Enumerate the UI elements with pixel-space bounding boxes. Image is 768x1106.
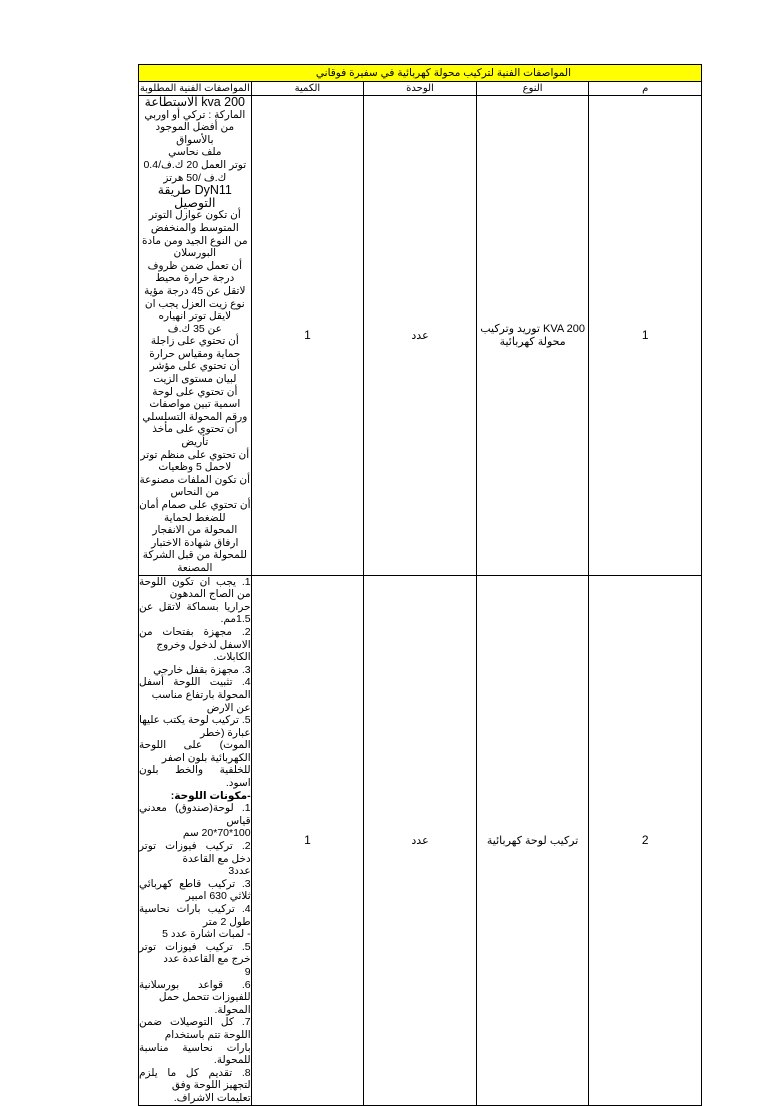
spec-line: عن 35 ك.ف — [167, 322, 222, 335]
row-spec — [139, 575, 252, 1105]
spec-line: توتر العمل 20 ك.ف/0.4 ك.ف /50 هرتز — [143, 158, 247, 184]
spec-line: الماركة : تركي أو اوربي من أفضل الموجود — [144, 108, 246, 134]
spec-line: kva 200 الاستطاعة — [144, 95, 245, 109]
spec-line: المصنعة — [177, 561, 213, 574]
table-row — [139, 575, 702, 1105]
spec-line: 1. يجب ان تكون اللوحة من الصاج المدهون — [139, 575, 251, 601]
spec-line: 8. تقديم كل ما يلزم لتجهيز اللوحة وفق — [139, 1066, 251, 1092]
spec-line: الكابلات. — [213, 651, 251, 664]
row-num: 2 — [589, 575, 702, 1105]
row-qty: 1 — [251, 96, 364, 576]
spec-line: نوع زيت العزل يجب ان لايقل توتر انهياره — [144, 297, 245, 323]
row-unit: عدد — [364, 96, 477, 576]
row-type: KVA 200 توريد وتركيب محولة كهربائية — [476, 96, 589, 576]
spec-line: 2. مجهزة بفتحات من الاسفل لدخول وخروج — [139, 625, 251, 651]
spec-line: لاتقل عن 45 درجة مؤية — [144, 284, 246, 297]
header-spec: المواصفات الفنية المطلوبة — [139, 83, 250, 94]
spec-line: المحولة من الانفجار — [152, 524, 238, 537]
spec-line: 9 — [244, 965, 251, 978]
spec-line: عن الارض — [206, 701, 251, 714]
row-num: 1 — [589, 96, 702, 576]
spec-table — [138, 64, 702, 1106]
spec-line: أن تكون الملفات مصنوعة من النحاس — [139, 473, 251, 499]
table-title-row — [139, 65, 702, 82]
spec-line: أن تحتوي على مأخذ تأريض — [152, 423, 238, 449]
header-qty: الكمية — [251, 82, 364, 96]
spec-line: ملف نحاسي — [168, 146, 222, 159]
spec-line: الموت) على اللوحة الكهربائية بلون اصفر — [139, 739, 251, 764]
spec-line: 3. تركيب قاطع كهربائي ثلاثي 630 امبير — [139, 877, 251, 903]
spec-line: بارات نحاسية مناسبة للمحولة. — [139, 1041, 251, 1067]
spec-line: أن تحتوي على مؤشر لبيان مستوى الزيت — [149, 360, 240, 386]
spec-line: عدد3 — [228, 865, 251, 878]
table-row — [139, 96, 702, 576]
spec-line: 7. كل التوصيلات ضمن اللوحة تتم باستخدام — [139, 1016, 251, 1041]
header-row — [139, 82, 702, 96]
header-unit: الوحدة — [364, 82, 477, 96]
spec-line: تعليمات الاشراف. — [173, 1091, 251, 1104]
spec-line: حراريا بسماكة لاتقل عن 1.5مم. — [139, 600, 251, 626]
spec-line: أن تحتوي على صمام أمان للضغط لحماية — [139, 499, 251, 524]
spec-line: 3. مجهزة بقفل خارجي — [153, 663, 251, 676]
spec-line: أن تعمل ضمن ظروف درجة حرارة محيط — [147, 259, 243, 285]
spec-line: 5. تركيب لوحة يكتب عليها عبارة (خطر — [139, 714, 251, 739]
spec-line: 1. لوحة(صندوق) معدني قياس — [139, 802, 251, 827]
spec-line: أن تحتوي على منظم توتر لاحمل 5 وظعيات — [140, 448, 250, 474]
spec-line: بالأسواق — [176, 133, 214, 146]
row-spec — [139, 96, 252, 576]
spec-line: أن تكون عوازل التوتر المتوسط والمنخفض — [148, 209, 241, 234]
spec-line: المحولة. — [214, 1003, 251, 1016]
row-unit: عدد — [364, 575, 477, 1105]
spec-line: 5. تركيب فيوزات توتر خرج مع القاعدة عدد — [139, 940, 251, 966]
spec-line: 4. تركيب بارات نحاسية طول 2 متر — [139, 903, 251, 928]
spec-subheading: -مكونات اللوحة: — [170, 789, 251, 802]
spec-line: ارفاق شهادة الاختبار للمحولة من قبل الشركة — [142, 536, 247, 562]
row-type: تركيب لوحة كهربائية — [476, 575, 589, 1105]
spec-line: أن تحتوي على زاجلة حماية ومقياس حرارة — [149, 335, 241, 360]
spec-line: من النوع الجيد ومن مادة البورسلان — [142, 234, 248, 260]
spec-line: ورقم المحولة التسلسلي — [142, 410, 248, 423]
spec-line: 4. تثبيت اللوحة أسفل المحولة بارتفاع مناسب — [139, 676, 251, 701]
table-title: المواصفات الفنية لتركيب محولة كهربائية في سفيرة فوقاني — [139, 65, 702, 82]
spec-line: 100*70*20 سم — [182, 827, 251, 840]
spec-line: DyN11 طريقة التوصيل — [157, 183, 232, 210]
header-num: م — [589, 82, 702, 96]
spec-line: - لمبات اشارة عدد 5 — [162, 928, 251, 941]
header-type: النوع — [476, 82, 589, 96]
row-qty: 1 — [251, 575, 364, 1105]
spec-line: أن تحتوي على لوحة اسمية تبين مواصفات — [149, 385, 241, 411]
spec-line: للخلفية والخط بلون اسود. — [139, 764, 251, 790]
spec-line: 6. قواعد بورسلانية للفيوزات تتحمل حمل — [139, 978, 251, 1004]
spec-line: 2. تركيب فيوزات توتر دخل مع القاعدة — [139, 840, 251, 865]
